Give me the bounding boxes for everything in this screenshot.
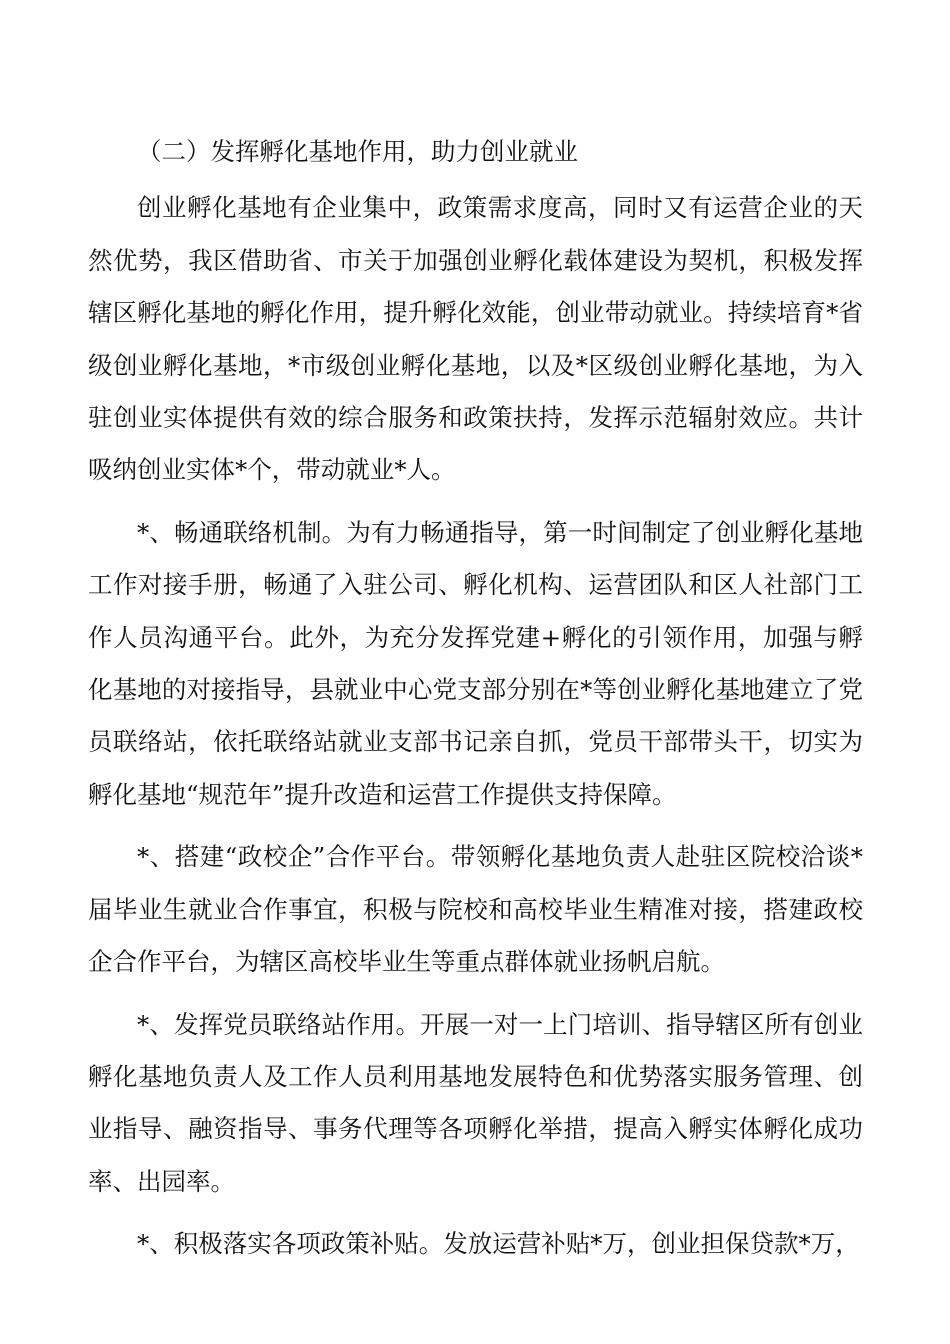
section-heading: （二）发挥孵化基地作用，助力创业就业	[137, 137, 578, 166]
document-body	[88, 126, 863, 1281]
paragraph-policy-subsidies: *、积极落实各项政策补贴。发放运营补贴*万，创业担保贷款*万，	[137, 1229, 860, 1259]
paragraph-cooperation-platform: *、搭建“政校企”合作平台。带领孵化基地负责人赴驻区院校洽谈*届毕业生就业合作事宜，积极与院校和高校毕业生精准对接，搭建政校企合作平台，为辖区高校毕业生等重点群体就业扬帆启航。	[88, 842, 863, 977]
paragraph-party-liaison-station: *、发挥党员联络站作用。开展一对一上门培训、指导辖区所有创业孵化基地负责人及工作人员利用基地发展特色和优势落实服务管理、创业指导、融资指导、事务代理等各项孵化举措，提高入孵实体孵化成功率、出园率。	[88, 1009, 863, 1196]
paragraph-incubation-overview: 创业孵化基地有企业集中，政策需求度高，同时又有运营企业的天然优势，我区借助省、市关于加强创业孵化载体建设为契机，积极发挥辖区孵化基地的孵化作用，提升孵化效能，创业带动就业。持续培育*省级创业孵化基地，*市级创业孵化基地，以及*区级创业孵化基地，为入驻创业实体提供有效的综合服务和政策扶持，发挥示范辐射效应。共计吸纳创业实体*个，带动就业*人。	[88, 193, 863, 485]
paragraph-liaison-mechanism: *、畅通联络机制。为有力畅通指导，第一时间制定了创业孵化基地工作对接手册，畅通了入驻公司、孵化机构、运营团队和区人社部门工作人员沟通平台。此外，为充分发挥党建+孵化的引领作用，加强与孵化基地的对接指导，县就业中心党支部分别在*等创业孵化基地建立了党员联络站，依托联络站就业支部书记亲自抓，党员干部带头干，切实为孵化基地“规范年”提升改造和运营工作提供支持保障。	[88, 517, 863, 809]
